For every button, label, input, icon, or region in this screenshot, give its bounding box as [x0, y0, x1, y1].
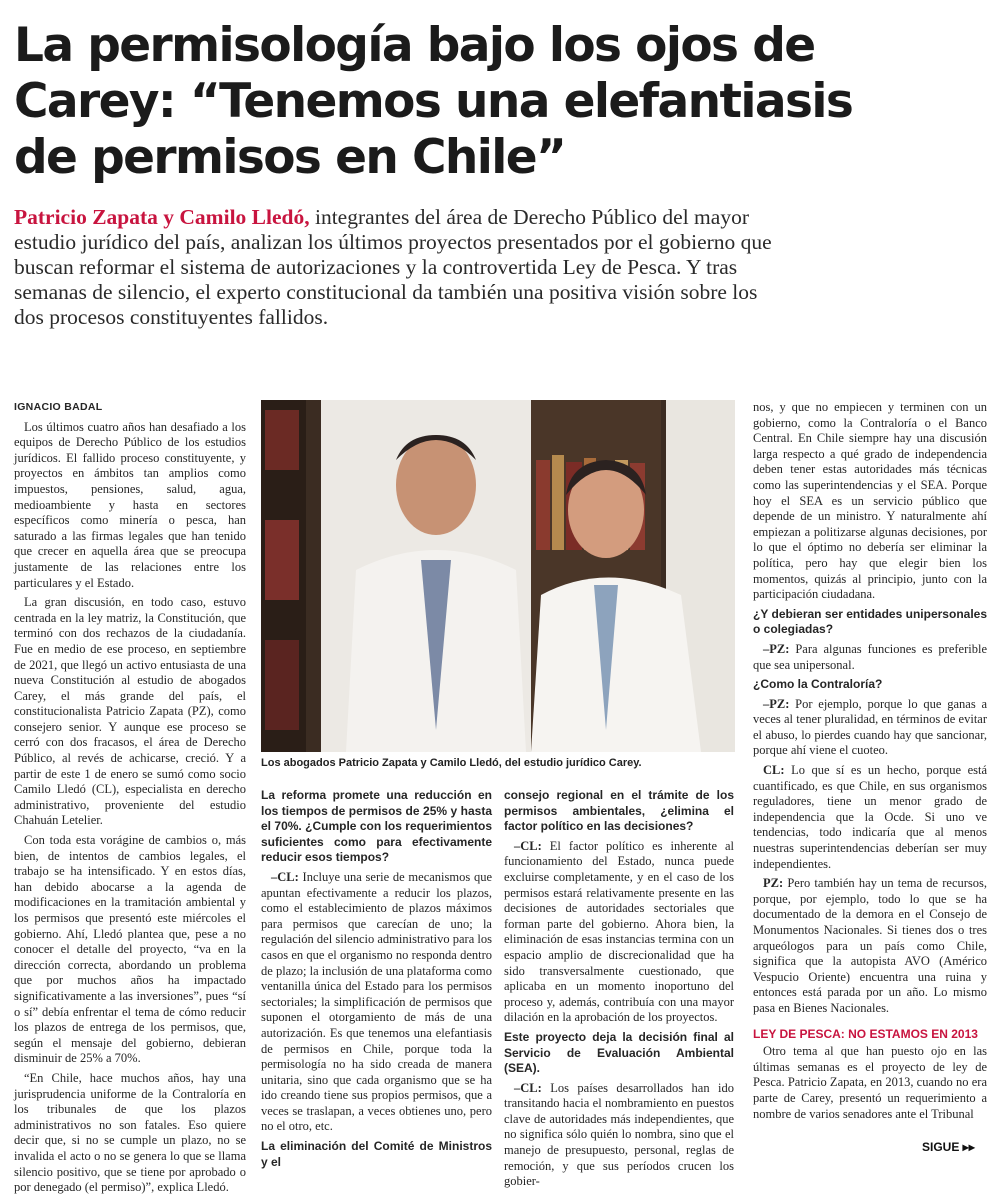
paragraph: nos, y que no empiecen y terminen con un gobierno, como la Contraloría o el Banco Central. En Chile siempre hay una discusión larga respecto a qué grado de independencia deben tener estas autoridades más técnicas como las superintendencias y el SEA. Porque hoy el SEA es un servicio público que depende de un ministro. Y naturalmente ahí empiezan a politizarse algunas decisiones, por lo que el óptimo no debería ser eliminar la política, pero hay que elegir bien los momentos, quizás al principio, junto con la participación ciudadana.	[753, 400, 987, 602]
photo-lawyers-illustration	[261, 400, 735, 752]
question: La eliminación del Comité de Ministros y el	[261, 1139, 492, 1169]
speaker-tag: –PZ:	[763, 641, 790, 656]
headline-line: La permisología bajo los ojos de	[14, 18, 815, 73]
column-2	[261, 788, 492, 1174]
headline	[14, 18, 989, 186]
answer-text: Los países desarrollados han ido transitando hacia el nombramiento en puestos clave de autoridades más independientes, que no significa sólo quién lo nombra, sino que el manejo de presupuesto, personal, reglas de remoción, y que sus períodos crucen los gobier-	[504, 1080, 734, 1189]
answer	[753, 642, 987, 673]
answer-text: Pero también hay un tema de recursos, porque, por ejemplo, todo lo que se ha documentado de la demora en el Consejo de Monumentos Nacionales. Si tienes dos o tres arqueólogos para un país como Chile, significa que la autopista AVO (Américo Vespucio Oriente) encuentra una ruina y entonces está parada por un año. Lo mismo pasa en Bienes Nacionales.	[753, 876, 988, 1015]
subheading: LEY DE PESCA: NO ESTAMOS EN 2013	[753, 1026, 978, 1041]
answer-text: Lo que sí es un hecho, porque está cuantificado, es que Chile, en sus organismos reguladores, tiene un menor grado de independencia que la Ocde. Si uno ve tendencias, todo indicaría que al menos nuestras superintendencias deberían ser muy independientes.	[753, 763, 987, 871]
question: consejo regional en el trámite de los permisos ambientales, ¿elimina el factor político en las decisiones?	[504, 788, 734, 834]
lede-text: integrantes del área de Derecho Público del mayor	[314, 205, 749, 229]
answer-text: Para algunas funciones es preferible que sea unipersonal.	[753, 641, 988, 672]
continue-indicator: SIGUE ▸▸	[922, 1140, 975, 1154]
paragraph: Los últimos cuatro años han desafiado a los equipos de Derecho Público de los estudios jurídicos. El fallido proceso constituyente, y proyectos en ámbitos tan amplios como impuestos, pensiones, salud, agua, medioambiente y hasta en sectores específicos como minería o pesca, han saturado a las firmas legales que han tenido que crecer en aquella área que se preocupa justamente de las relaciones entre los particulares y el Estado.	[14, 419, 246, 590]
paragraph: “En Chile, hace muchos años, hay una jurisprudencia uniforme de la Contraloría en los tribunales de que los plazos administrativos no son fatales. Eso quiere decir que, si no se cumple un plazo, no se invalida el acto o no se genera lo que se llama silencio positivo, que se tiene por aprobado o por denegado (el permiso)”, explica Lledó.	[14, 1070, 246, 1195]
answer	[753, 876, 987, 1016]
speaker-tag: –CL:	[271, 869, 299, 884]
question: La reforma promete una reducción en los tiempos de permisos de 25% y hasta el 70%. ¿Cumple con los requerimientos suficientes como para efectivamente reducir esos tiempos?	[261, 788, 492, 865]
lede-line	[14, 205, 989, 230]
lede-line: dos procesos constituyentes fallidos.	[14, 305, 329, 329]
answer	[504, 1081, 734, 1190]
lede-line: estudio jurídico del país, analizan los últimos proyectos presentados por el gobierno que	[14, 230, 772, 254]
answer-text: Incluye una serie de mecanismos que apuntan efectivamente a reducir los plazos, como el establecimiento de plazos máximos para permisos que carecían de uno; la regulación del silencio administrativo para los casos en que el organismo no responda dentro de plazo; la inclusión de una plataforma como ventanilla única del Estado para los permisos sectoriales; la simplificación de permisos que suponen el otorgamiento de más de una autorización. Es que tenemos una elefantiasis de permisos en Chile, porque toda la permisología no ha sido creada de manera unitaria, sino que cada organismo que se ha ido creando tiene sus propios permisos, que a veces se traslapan, a veces obtienes uno, pero no el otro, etc.	[261, 869, 493, 1134]
lede-line: buscan reformar el sistema de autorizaciones y la controvertida Ley de Pesca. Y tras	[14, 255, 738, 279]
paragraph: Con toda esta vorágine de cambios o, más bien, de intentos de cambios legales, el trabajo se ha intensificado. Y en estos días, han debido abocarse a la agenda de modificaciones en la tramitación ambiental y los permisos que presentó este miércoles el gobierno. Ahí, Lledó plantea que, pese a no conocer el detalle del proyecto, “va en la dirección correcta, abordando un problema que por muchos años ha impactado significativamente a las inversiones”, pues “sí o sí” debía enfrentar el tema de cómo reducir los plazos de entrega de los permisos, que, según el mensaje del gobierno, debieran disminuir de 25% a 70%.	[14, 833, 246, 1066]
question: ¿Y debieran ser entidades unipersonales o colegiadas?	[753, 606, 987, 637]
paragraph: Otro tema al que han puesto ojo en las últimas semanas es el proyecto de ley de Pesca. Patricio Zapata, en 2013, cuando no era parte de Carey, presentó un requerimiento a nombre de varios senadores ante el Tribunal	[753, 1044, 987, 1121]
article-photo	[261, 400, 735, 752]
column-3	[504, 788, 734, 1194]
speaker-tag: PZ:	[763, 876, 784, 891]
question: ¿Como la Contraloría?	[753, 677, 883, 692]
column-1	[14, 400, 246, 1200]
answer	[753, 697, 987, 759]
paragraph: La gran discusión, en todo caso, estuvo centrada en la ley matriz, la Constitución, que terminó con dos rechazos de la ciudadanía. Fue en medio de ese proceso, en septiembre de 2021, que llegó un activo entusiasta de una nueva Constitución al estudio de abogados Carey, el más grande del país, el constitucionalista Patricio Zapata (PZ), como consejero senior. Y aunque ese proceso se cerró con dos fracasos, el área de Derecho Público, al revés de achicarse, creció. Y a partir de este 1 de enero se sumó como socio Camilo Lledó (CL), especialista en derecho administrativo, proveniente del estudio Chahuán Letelier.	[14, 595, 246, 828]
lede	[14, 205, 989, 330]
photo-caption: Los abogados Patricio Zapata y Camilo Lledó, del estudio jurídico Carey.	[261, 757, 642, 769]
speaker-tag: –CL:	[514, 838, 542, 853]
speaker-tag: –CL:	[514, 1080, 542, 1095]
lede-authors: Patricio Zapata y Camilo Lledó,	[14, 205, 310, 229]
byline: IGNACIO BADAL	[14, 401, 103, 413]
answer-text: Por ejemplo, porque lo que ganas a veces al tener pluralidad, en términos de evitar el abuso, lo pierdes cuando hay que sancionar, porque ahí viene el cuoteo.	[753, 696, 987, 758]
answer-text: El factor político es inherente al funcionamiento del Estado, nunca puede excluirse completamente, y en el caso de los permisos estará relativamente presente en las decisiones de autoridades sectoriales que forman parte del gobierno. Ahora bien, la eliminación de esas instancias termina con un espacio amplio de discrecionalidad que ha sido transversalmente cuestionado, que aplicaba en un momento inoportuno del proceso y, además, contribuía con una mayor dilación en la aprobación de los proyectos.	[504, 838, 735, 1025]
question: Este proyecto deja la decisión final al Servicio de Evaluación Ambiental (SEA).	[504, 1029, 734, 1076]
headline-line: de permisos en Chile”	[14, 130, 566, 185]
answer	[261, 870, 492, 1135]
speaker-tag: –PZ:	[763, 696, 790, 711]
lede-line: semanas de silencio, el experto constitucional da también una positiva visión sobre los	[14, 280, 758, 304]
column-4	[753, 400, 987, 1126]
answer	[504, 839, 734, 1026]
headline-line: Carey: “Tenemos una elefantiasis	[14, 74, 853, 129]
speaker-tag: CL:	[763, 763, 785, 778]
answer	[753, 763, 987, 872]
